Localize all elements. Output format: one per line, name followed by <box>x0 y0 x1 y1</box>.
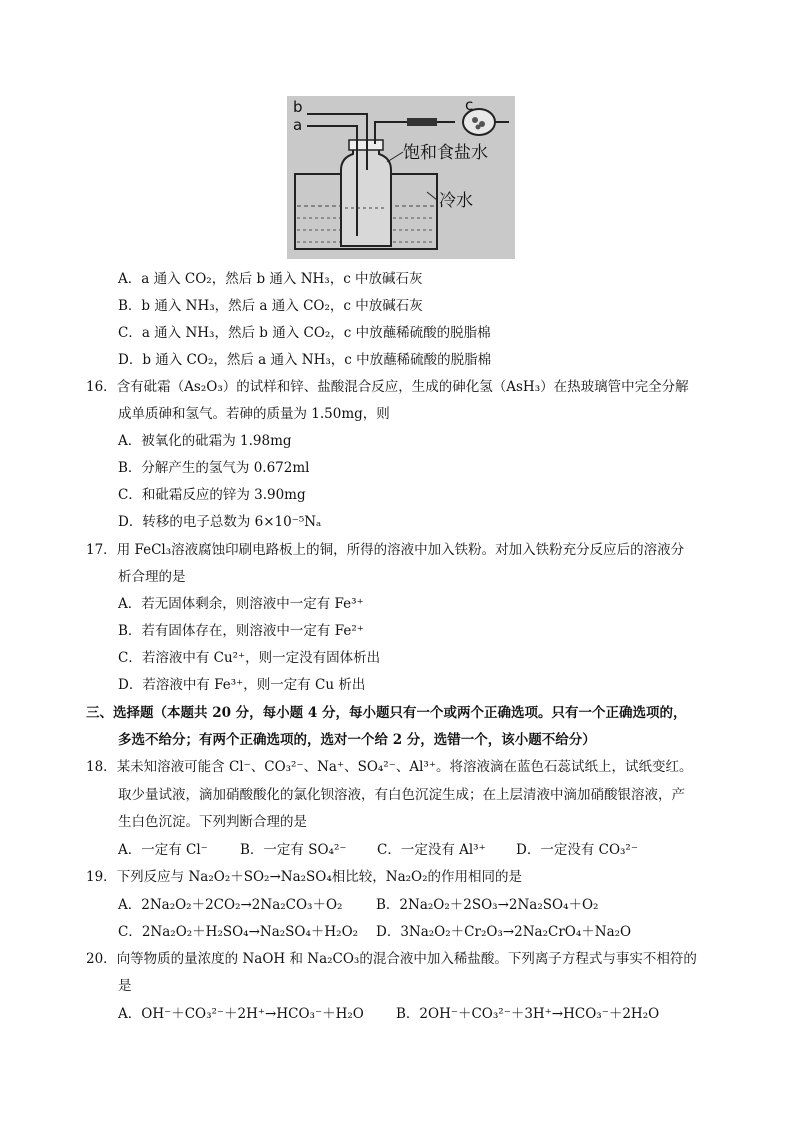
option-letter: A． <box>118 271 142 287</box>
question-number: 20． <box>86 951 117 967</box>
question-text: 含有砒霜（As₂O₃）的试样和锌、盐酸混合反应，生成的砷化氢（AsH₃）在热玻璃管中完全分解 <box>116 379 689 395</box>
q18-option-a: A．一定有 Cl⁻ <box>118 842 208 858</box>
q16-option-c: C．和砒霜反应的锌为 3.90mg <box>118 487 306 503</box>
q18-option-c: C．一定没有 Al³⁺ <box>377 842 486 858</box>
q19-option-c: C．2Na₂O₂＋H₂SO₄→Na₂SO₄＋H₂O₂ <box>118 924 359 940</box>
q19-stem <box>86 868 522 886</box>
section3-header-line2: 多选不给分；有两个正确选项的，选对一个给 2 分，选错一个，该小题不给分） <box>118 732 596 748</box>
packing <box>476 125 481 130</box>
question-text: 某未知溶液可能含 Cl⁻、CO₃²⁻、Na⁺、SO₄²⁻、Al³⁺。将溶液滴在蓝色石蕊试纸上，试纸变红。 <box>116 759 693 775</box>
q18-option-b: B．一定有 SO₄²⁻ <box>240 842 347 858</box>
q20-stem-line1 <box>86 950 697 968</box>
q16-option-d: D．转移的电子总数为 6×10⁻⁵Nₐ <box>118 514 322 530</box>
q20-stem-line2: 是 <box>118 978 132 994</box>
q19-option-d: D．3Na₂O₂＋Cr₂O₃→2Na₂CrO₄＋Na₂O <box>376 924 632 940</box>
q18-stem-line1 <box>86 758 692 776</box>
q16-stem-line2: 成单质砷和氢气。若砷的质量为 1.50mg，则 <box>118 406 390 422</box>
label-cold-water: 冷水 <box>439 191 473 211</box>
q17-option-a: A．若无固体剩余，则溶液中一定有 Fe³⁺ <box>118 596 364 612</box>
question-number: 16． <box>86 379 117 395</box>
q17-option-c: C．若溶液中有 Cu²⁺，则一定没有固体析出 <box>118 650 381 666</box>
question-number: 19． <box>86 869 117 885</box>
question-text: 用 FeCl₃溶液腐蚀印刷电路板上的铜，所得的溶液中加入铁粉。对加入铁粉充分反应后的溶液分 <box>116 542 685 558</box>
option-letter: D． <box>118 352 143 368</box>
q17-stem-line2: 析合理的是 <box>118 569 186 585</box>
q19-option-a: A．2Na₂O₂＋2CO₂→2Na₂CO₃＋O₂ <box>118 897 343 913</box>
option-letter: B． <box>118 298 142 314</box>
label-b: b <box>293 98 303 116</box>
q16-option-b: B．分解产生的氢气为 0.672ml <box>118 460 310 476</box>
q15-option-b <box>118 297 423 315</box>
q15-option-c <box>118 324 491 342</box>
label-a: a <box>293 116 303 134</box>
q20-option-a: A．OH⁻＋CO₃²⁻＋2H⁺→HCO₃⁻＋H₂O <box>118 1006 364 1022</box>
packing <box>472 117 478 123</box>
q17-stem-line1 <box>86 541 684 559</box>
q18-stem-line2: 取少量试液，滴加硝酸酸化的氯化钡溶液，有白色沉淀生成；在上层清液中滴加硝酸银溶液，产 <box>118 787 685 803</box>
q20-option-b: B．2OH⁻＋CO₃²⁻＋3H⁺→HCO₃⁻＋2H₂O <box>396 1006 660 1022</box>
question-text: 向等物质的量浓度的 NaOH 和 Na₂CO₃的混合液中加入稀盐酸。下列离子方程式与事实不相符的 <box>116 951 697 967</box>
option-letter: C． <box>118 325 142 341</box>
question-text: 下列反应与 Na₂O₂＋SO₂→Na₂SO₄相比较，Na₂O₂的作用相同的是 <box>116 869 523 885</box>
q15-option-d <box>118 351 491 369</box>
option-text: a 通入 NH₃，然后 b 通入 CO₂，c 中放蘸稀硫酸的脱脂棉 <box>141 325 491 341</box>
section3-header-line1: 三、选择题（本题共 20 分，每小题 4 分，每小题只有一个或两个正确选项。只有一个正确选项的， <box>86 705 687 721</box>
question-number: 18． <box>86 759 117 775</box>
option-text: a 通入 CO₂，然后 b 通入 NH₃，c 中放碱石灰 <box>141 271 423 287</box>
q16-stem-line1 <box>86 378 689 396</box>
rubber-tube <box>407 118 437 126</box>
q17-option-b: B．若有固体存在，则溶液中一定有 Fe²⁺ <box>118 623 364 639</box>
q17-option-d: D．若溶液中有 Fe³⁺，则一定有 Cu 析出 <box>118 677 366 693</box>
label-c: c <box>465 96 474 114</box>
question-number: 17． <box>86 542 117 558</box>
q18-stem-line3: 生白色沉淀。下列判断合理的是 <box>118 814 307 830</box>
q18-option-d: D．一定没有 CO₃²⁻ <box>516 842 638 858</box>
option-text: b 通入 CO₂，然后 a 通入 NH₃，c 中放蘸稀硫酸的脱脂棉 <box>142 352 492 368</box>
q15-option-a <box>118 270 423 288</box>
q19-option-b: B．2Na₂O₂＋2SO₃→2Na₂SO₄＋O₂ <box>376 897 599 913</box>
apparatus-figure <box>287 96 515 259</box>
option-text: b 通入 NH₃，然后 a 通入 CO₂，c 中放碱石灰 <box>141 298 423 314</box>
label-brine: 饱和食盐水 <box>403 143 488 163</box>
q16-option-a: A．被氧化的砒霜为 1.98mg <box>118 433 292 449</box>
